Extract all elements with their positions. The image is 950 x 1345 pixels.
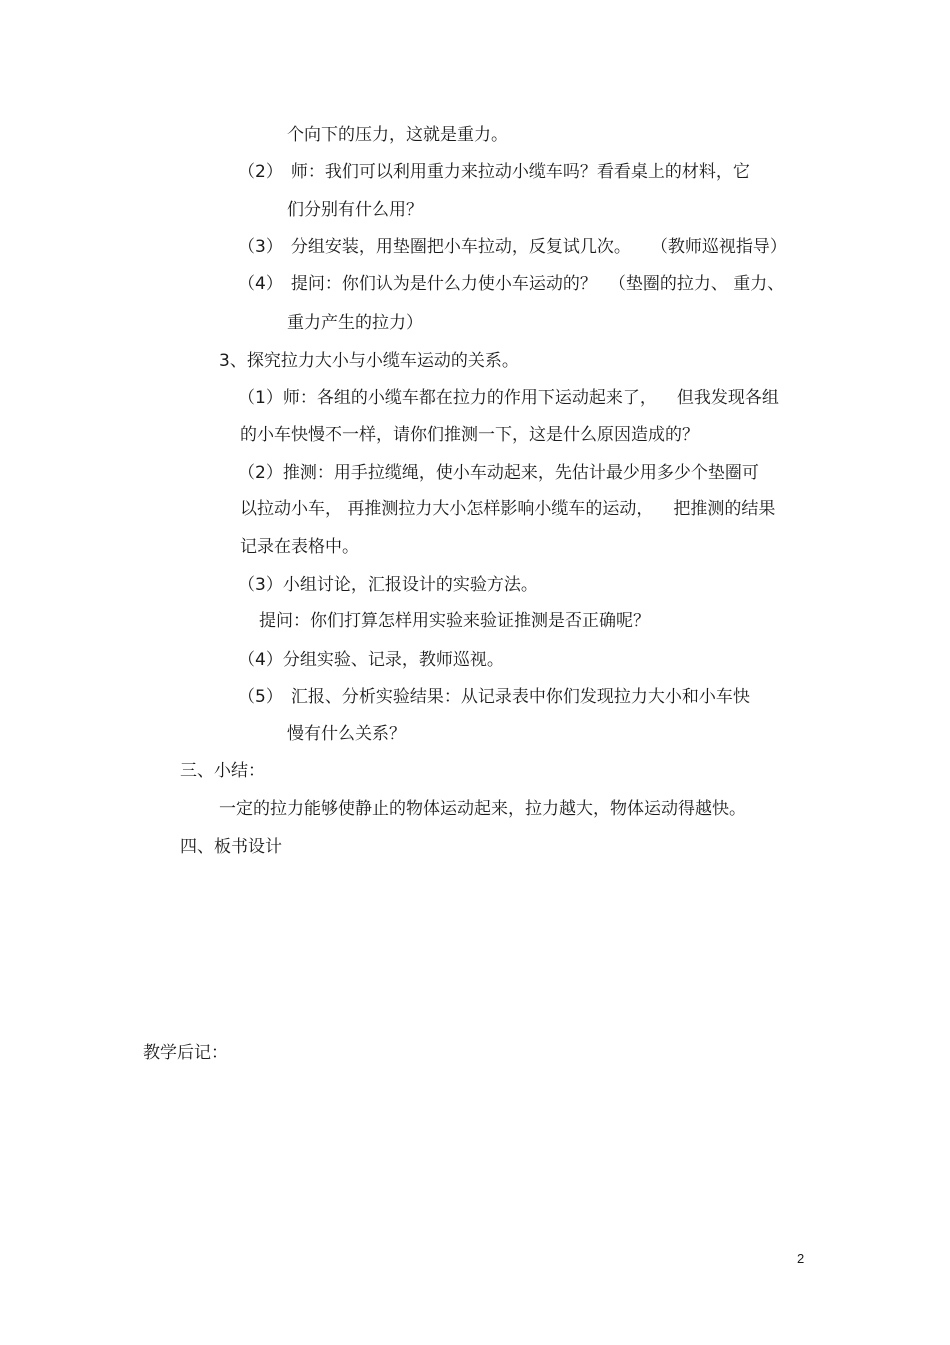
line-text: 的小车快慢不一样，请你们推测一下，这是什么原因造成的？ [240,425,699,445]
line-text-continued: 把推测的结果 [673,499,776,519]
text-line [240,536,359,558]
list-item [238,686,750,708]
list-item [238,649,504,671]
line-text: 一定的拉力能够使静止的物体运动起来，拉力越大，物体运动得越快。 [219,799,746,819]
item-text: 汇报、分析实验结果：从记录表中你们发现拉力大小和小车快 [290,687,750,707]
item-text: 提问：你们认为是什么力使小车运动的？ [290,274,597,294]
heading-text: 三、小结： [180,761,265,781]
list-item [238,236,787,258]
heading-text: 四、板书设计 [180,837,282,857]
text-line [287,312,423,334]
item-number: （5） [238,687,283,707]
line-text: 记录在表格中。 [240,537,359,557]
section-heading [143,1042,228,1064]
text-line [287,124,508,146]
list-item [238,574,538,596]
text-line [287,199,423,221]
item-text-continued: 但我发现各组 [676,388,779,408]
item-text: （1）师：各组的小缆车都在拉力的作用下运动起来了， [238,388,657,408]
text-line [287,723,406,745]
heading-text: 3、探究拉力大小与小缆车运动的关系。 [219,351,519,371]
item-number: （3） [238,237,283,257]
item-note: （教师巡视指导） [650,237,787,257]
text-line [240,498,775,520]
line-text: 慢有什么关系？ [287,724,406,744]
item-number: （4） [238,274,283,294]
text-line [259,610,650,632]
item-text: （2）推测：用手拉缆绳，使小车动起来，先估计最少用多少个垫圈可 [238,463,759,483]
item-text: （4）分组实验、记录，教师巡视。 [238,650,504,670]
section-heading [219,350,519,372]
item-note: （垫圈的拉力、 重力、 [608,274,785,294]
page-number: 2 [797,1251,805,1266]
text-line [240,424,699,446]
list-item [238,161,750,183]
list-item [238,462,759,484]
line-text: 们分别有什么用？ [287,200,423,220]
section-heading [180,836,282,858]
heading-text: 教学后记： [143,1043,228,1063]
list-item [238,273,784,295]
section-heading [180,760,265,782]
line-text: 以拉动小车， 再推测拉力大小怎样影响小缆车的运动， [240,499,654,519]
item-text: 分组安装，用垫圈把小车拉动，反复试几次。 [290,237,631,257]
line-text: 重力产生的拉力） [287,313,423,333]
item-text: （3）小组讨论，汇报设计的实验方法。 [238,575,538,595]
item-number: （2） [238,162,283,182]
line-text: 个向下的压力，这就是重力。 [287,125,508,145]
list-item [238,387,779,409]
line-text: 提问：你们打算怎样用实验来验证推测是否正确呢？ [259,611,650,631]
item-text: 师：我们可以利用重力来拉动小缆车吗？看看桌上的材料，它 [290,162,750,182]
text-line [219,798,746,820]
